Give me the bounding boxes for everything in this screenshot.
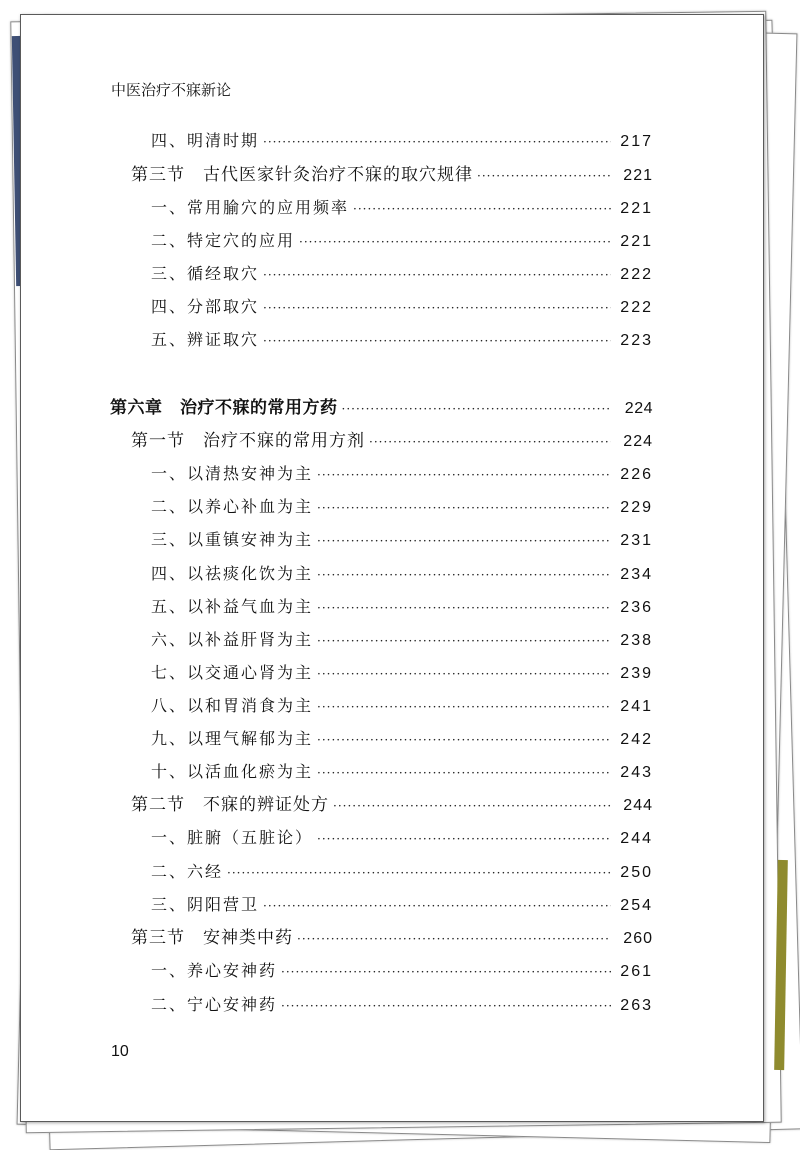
toc-entry-title: 四、明清时期 (151, 131, 260, 150)
dot-leader (317, 595, 611, 621)
toc-entry-title: 二、以养心补血为主 (151, 497, 314, 516)
toc-entry-item (151, 958, 653, 984)
toc-entry-title: 二、六经 (151, 862, 224, 881)
toc-entry-title: 一、常用腧穴的应用频率 (151, 198, 350, 217)
toc-entry-item (151, 726, 653, 752)
toc-entry-item (151, 228, 653, 254)
dot-leader (317, 628, 611, 654)
toc-page-number: 263 (620, 997, 653, 1014)
dot-leader (333, 793, 611, 819)
toc-entry-item (151, 759, 653, 785)
toc-entry-title: 第三节 古代医家针灸治疗不寐的取穴规律 (131, 165, 473, 185)
toc-entry-item (151, 594, 653, 620)
toc-entry-item (151, 660, 653, 686)
toc-page-number: 239 (620, 665, 653, 682)
page-number: 10 (111, 1043, 129, 1060)
toc-page-number: 223 (620, 332, 653, 349)
toc-entry-item (151, 327, 653, 353)
dot-leader (299, 229, 611, 255)
toc-entry-title: 三、循经取穴 (151, 264, 260, 283)
dot-leader (317, 661, 611, 687)
toc-entry-title: 八、以和胃消食为主 (151, 696, 314, 715)
toc-entry-title: 第一节 治疗不寐的常用方剂 (131, 431, 365, 451)
dot-leader (477, 163, 611, 189)
toc-page-number: 231 (620, 532, 653, 549)
toc-page-number: 244 (620, 830, 653, 847)
toc-page-number: 242 (620, 731, 653, 748)
dot-leader (297, 926, 611, 952)
toc-entry-title: 一、脏腑（五脏论） (151, 828, 314, 847)
toc-page-number: 217 (620, 133, 653, 150)
dot-leader (317, 528, 611, 554)
toc-page-number: 241 (620, 698, 653, 715)
toc-entry-title: 十、以活血化瘀为主 (151, 762, 314, 781)
toc-entry-item (151, 693, 653, 719)
toc-page-number: 229 (620, 499, 653, 516)
toc-page-number: 221 (623, 167, 653, 184)
toc-page-number: 236 (620, 599, 653, 616)
dot-leader (317, 694, 611, 720)
toc-entry-section (131, 428, 653, 454)
dot-leader (342, 396, 612, 422)
toc-entry-title: 六、以补益肝肾为主 (151, 630, 314, 649)
toc-entry-section (131, 925, 653, 951)
dot-leader (317, 562, 611, 588)
toc-page-number: 250 (620, 864, 653, 881)
toc-page-number: 234 (620, 566, 653, 583)
dot-leader (263, 295, 611, 321)
dot-leader (369, 429, 611, 455)
toc-entry-item (151, 561, 653, 587)
toc-entry-item (151, 992, 653, 1018)
toc-entry-title: 一、养心安神药 (151, 961, 278, 980)
toc-entry-item (151, 627, 653, 653)
toc-page-number: 260 (623, 930, 653, 947)
dot-leader (263, 328, 611, 354)
toc-page-number: 222 (620, 266, 653, 283)
toc-entry-title: 九、以理气解郁为主 (151, 729, 314, 748)
toc-page-number: 221 (620, 233, 653, 250)
dot-leader (353, 196, 611, 222)
toc-page-number: 261 (620, 963, 653, 980)
dot-leader (263, 262, 611, 288)
dot-leader (227, 860, 611, 886)
toc-entry-item (151, 294, 653, 320)
toc-entry-item (151, 494, 653, 520)
toc-entry-section (131, 162, 653, 188)
toc-entry-chapter (110, 395, 653, 421)
toc-page-number: 224 (624, 400, 653, 417)
toc-entry-item (151, 195, 653, 221)
dot-leader (317, 495, 611, 521)
toc-entry-title: 二、宁心安神药 (151, 995, 278, 1014)
toc-entry-title: 四、分部取穴 (151, 297, 260, 316)
dot-leader (281, 993, 611, 1019)
toc-entry-title: 三、阴阳营卫 (151, 895, 260, 914)
toc-entry-title: 一、以清热安神为主 (151, 464, 314, 483)
toc-entry-title: 四、以祛痰化饮为主 (151, 564, 314, 583)
toc-page-number: 238 (620, 632, 653, 649)
toc-entry-title: 五、以补益气血为主 (151, 597, 314, 616)
toc-entry-title: 二、特定穴的应用 (151, 231, 296, 250)
toc-entry-item (151, 527, 653, 553)
toc-entry-item (151, 461, 653, 487)
toc-entry-item (151, 825, 653, 851)
toc-entry-title: 七、以交通心肾为主 (151, 663, 314, 682)
toc-entry-item (151, 859, 653, 885)
dot-leader (317, 727, 611, 753)
toc-page-number: 224 (623, 433, 653, 450)
toc-page-number: 226 (620, 466, 653, 483)
dot-leader (317, 462, 611, 488)
dot-leader (317, 826, 611, 852)
toc-entry-item (151, 892, 653, 918)
toc-page-number: 222 (620, 299, 653, 316)
toc-entry-item (151, 128, 653, 154)
toc-page-number: 254 (620, 897, 653, 914)
toc-entry-title: 五、辨证取穴 (151, 330, 260, 349)
toc-entry-title: 第二节 不寐的辨证处方 (131, 795, 329, 815)
toc-page-number: 244 (623, 797, 653, 814)
running-head: 中医治疗不寐新论 (111, 81, 232, 99)
toc-page-number: 221 (620, 200, 653, 217)
dot-leader (263, 893, 611, 919)
toc-entry-title: 第三节 安神类中药 (131, 928, 293, 948)
dot-leader (317, 760, 611, 786)
toc-entry-section (131, 792, 653, 818)
toc-entry-title: 三、以重镇安神为主 (151, 530, 314, 549)
toc-entry-item (151, 261, 653, 287)
book-page (20, 14, 764, 1122)
toc-entry-title: 第六章 治疗不寐的常用方药 (110, 398, 338, 418)
dot-leader (263, 129, 611, 155)
dot-leader (281, 959, 611, 985)
toc-page-number: 243 (620, 764, 653, 781)
